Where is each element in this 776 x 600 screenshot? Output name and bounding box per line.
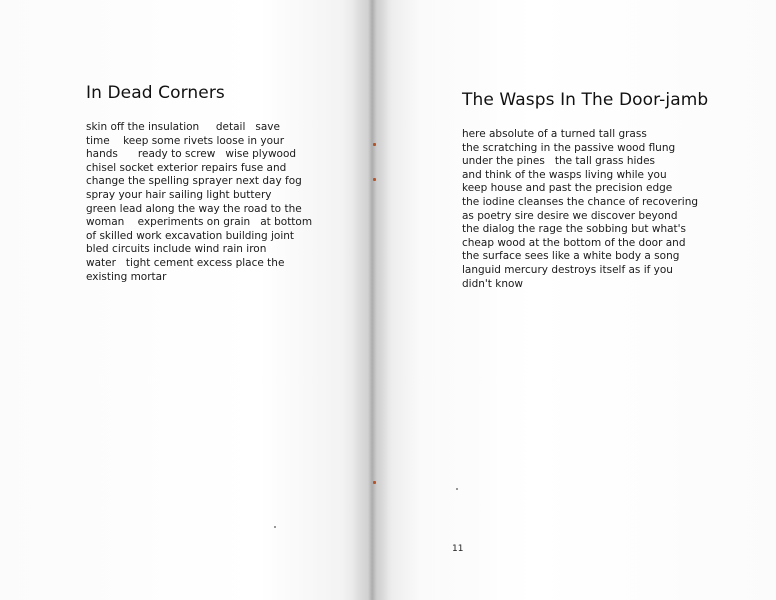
paper-speck bbox=[274, 526, 276, 528]
poem-line: water tight cement excess place the bbox=[86, 256, 285, 269]
poem-line: hands ready to screw wise plywood bbox=[86, 148, 297, 161]
poem-line: here absolute of a turned tall grass bbox=[462, 128, 647, 140]
poem-title-left: In Dead Corners bbox=[86, 83, 225, 103]
poem-line: chisel socket exterior repairs fuse and bbox=[86, 161, 287, 174]
poem-line: time keep some rivets loose in your bbox=[86, 134, 285, 147]
poem-line: the dialog the rage the sobbing but what's bbox=[462, 223, 687, 236]
left-page bbox=[0, 0, 372, 600]
poem-line: woman experiments on grain at bottom bbox=[86, 216, 313, 229]
poem-line: skin off the insulation detail save bbox=[86, 121, 280, 133]
poem-line: under the pines the tall grass hides bbox=[462, 155, 655, 168]
poem-line: keep house and past the precision edge bbox=[462, 182, 673, 195]
poem-line: the iodine cleanses the chance of recovering bbox=[462, 195, 699, 208]
paper-speck bbox=[456, 488, 458, 490]
poem-line: existing mortar bbox=[86, 270, 167, 283]
poem-body-left bbox=[86, 121, 312, 284]
poem-line: of skilled work excavation building joint bbox=[86, 229, 295, 242]
poem-line: green lead along the way the road to the bbox=[86, 202, 302, 215]
poem-line: change the spelling sprayer next day fog bbox=[86, 175, 302, 188]
poem-line: as poetry sire desire we discover beyond bbox=[462, 209, 678, 222]
binding-stitch bbox=[373, 178, 376, 181]
poem-line: the surface sees like a white body a song bbox=[462, 250, 680, 263]
poem-body-right bbox=[462, 128, 698, 291]
poem-line: and think of the wasps living while you bbox=[462, 168, 667, 181]
poem-title-right: The Wasps In The Door-jamb bbox=[462, 90, 709, 110]
binding-stitch bbox=[373, 143, 376, 146]
poem-line: the scratching in the passive wood flung bbox=[462, 141, 676, 154]
binding-stitch bbox=[373, 481, 376, 484]
poem-line: didn't know bbox=[462, 277, 523, 290]
book-gutter bbox=[352, 0, 392, 600]
poem-line: bled circuits include wind rain iron bbox=[86, 243, 267, 256]
poem-line: cheap wood at the bottom of the door and bbox=[462, 236, 686, 249]
poem-line: languid mercury destroys itself as if you bbox=[462, 263, 673, 276]
page-number: 11 bbox=[452, 544, 464, 554]
poem-line: spray your hair sailing light buttery bbox=[86, 188, 272, 201]
